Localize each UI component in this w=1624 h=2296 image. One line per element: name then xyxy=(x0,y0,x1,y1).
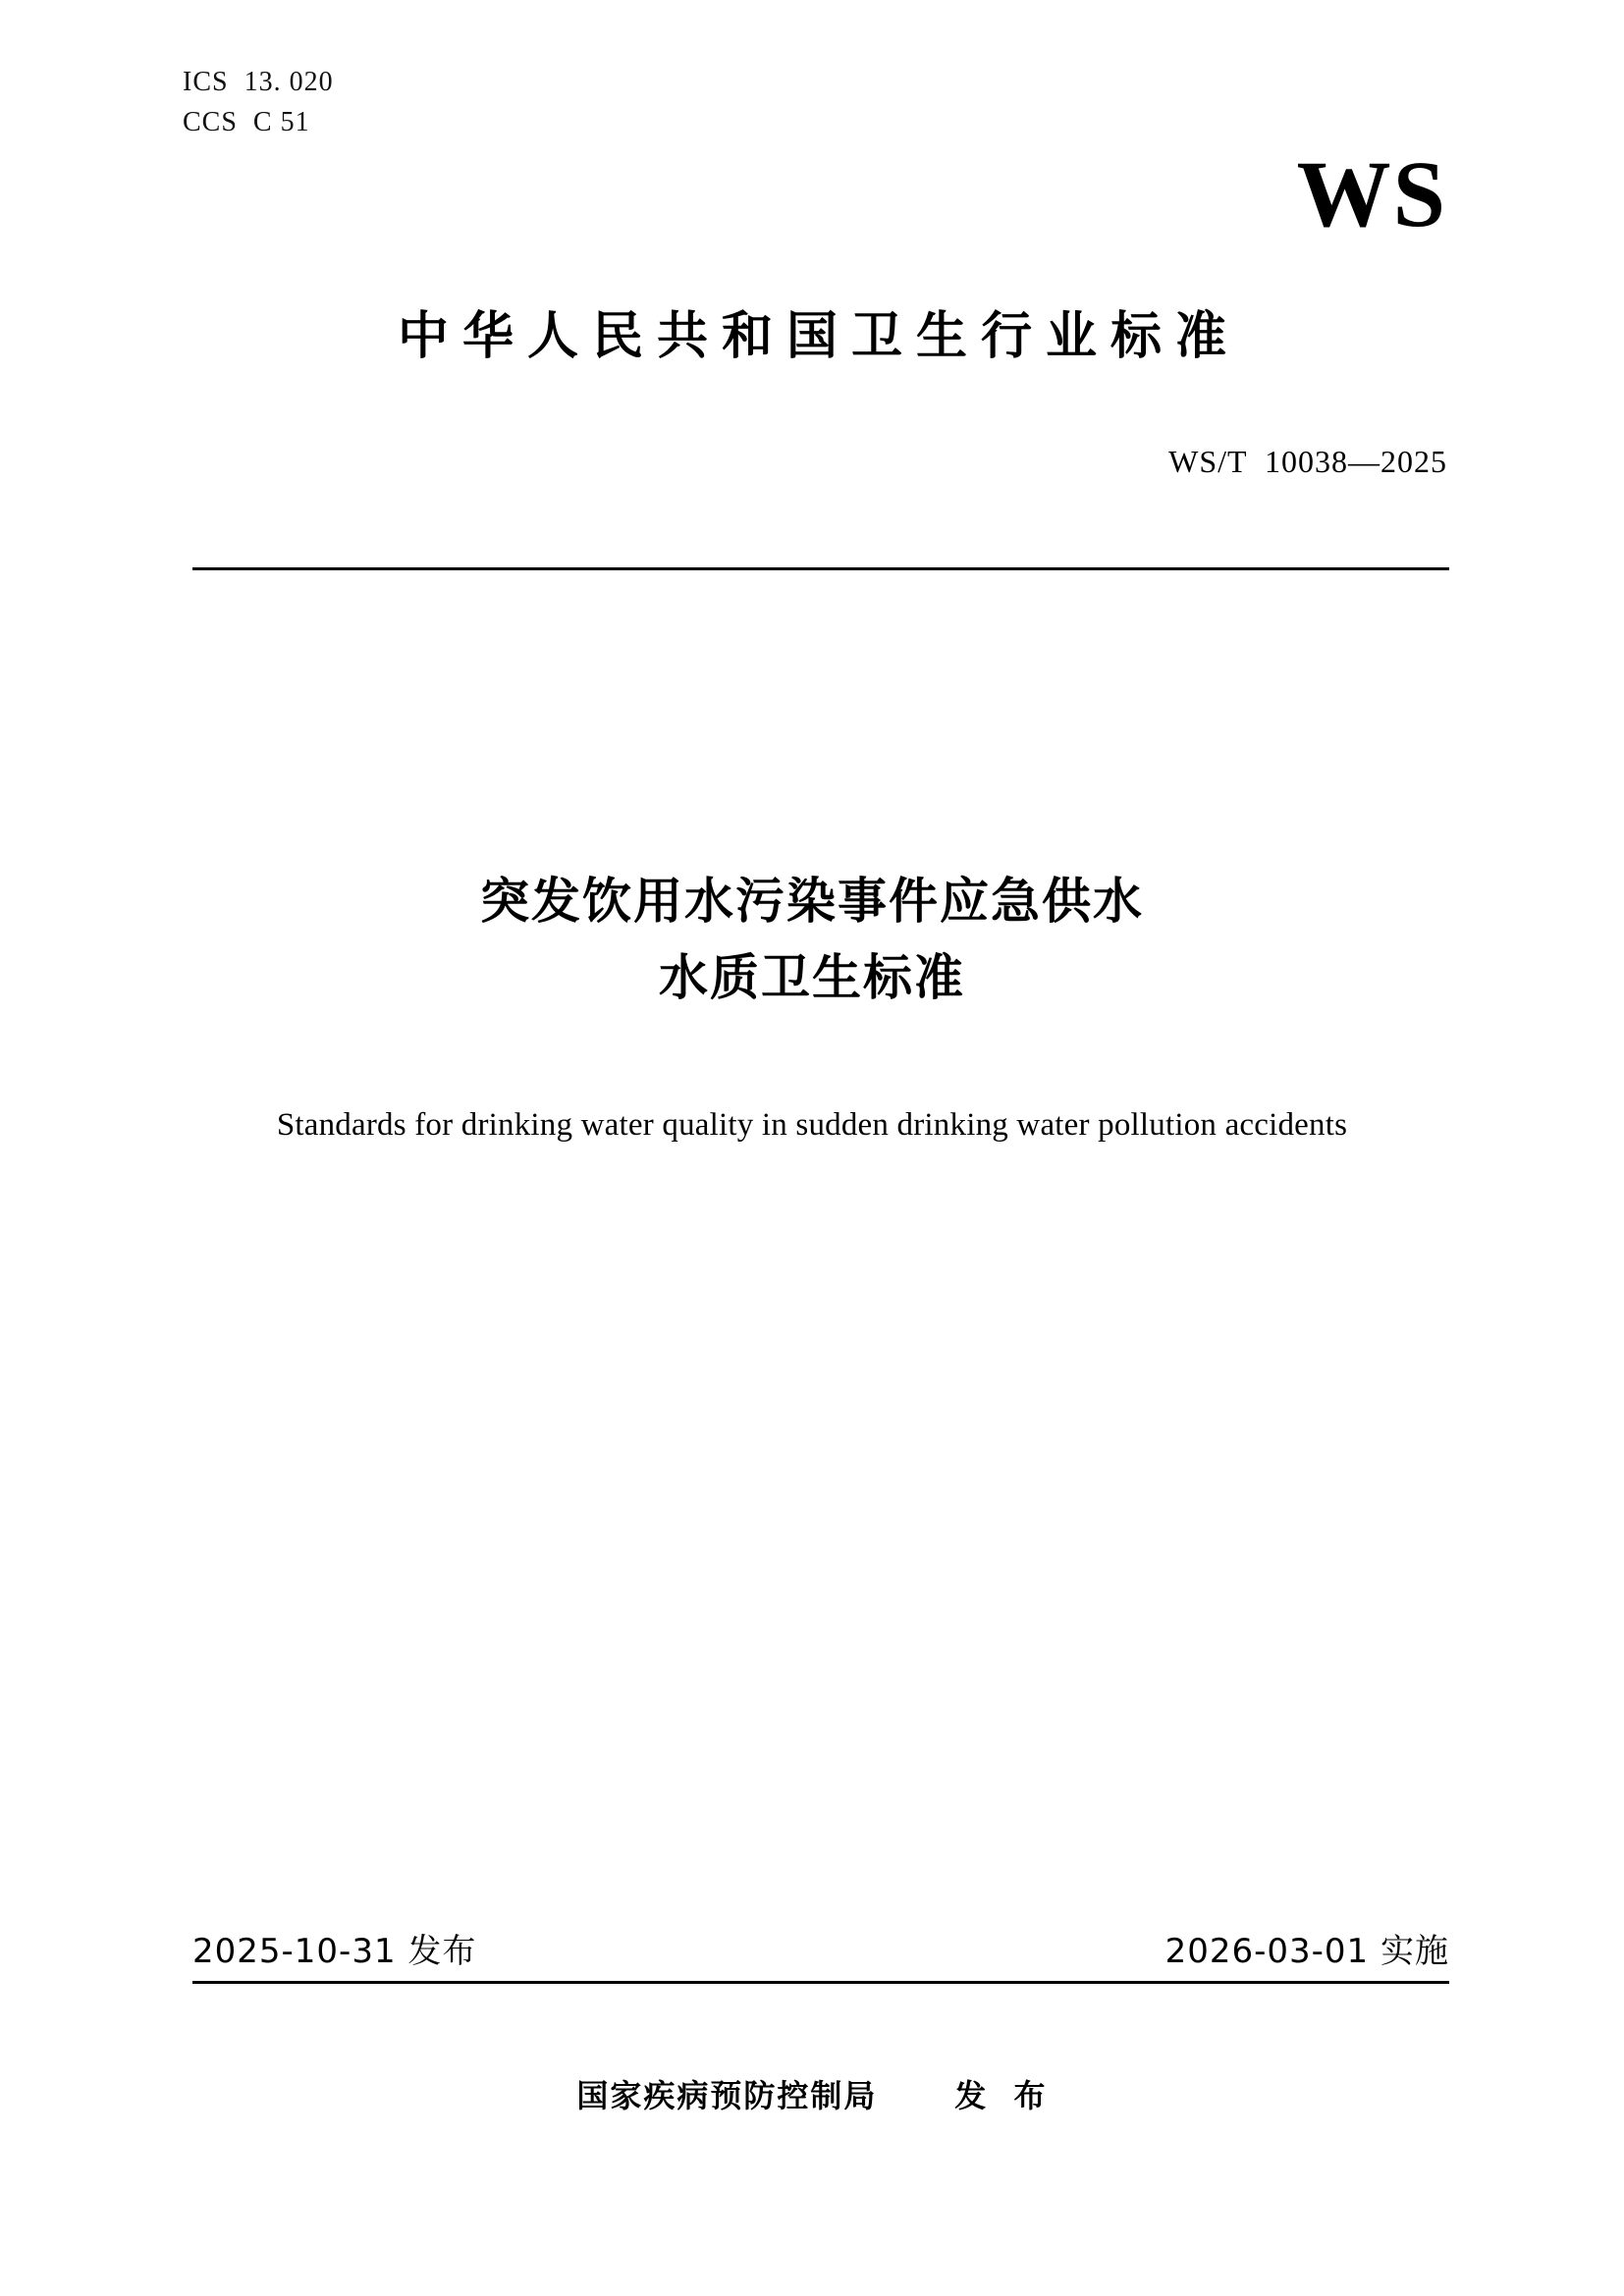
issuing-authority: 国家疾病预防控制局 发 布 xyxy=(576,2077,1048,2114)
header-divider xyxy=(192,567,1449,570)
issue-date: 2025-10-31 发布 xyxy=(192,1932,477,1971)
document-title-cn xyxy=(0,864,1624,1016)
classification-codes xyxy=(183,63,334,142)
ws-logo: WS xyxy=(1296,141,1447,246)
standard-number: WS/T 10038—2025 xyxy=(1168,444,1447,479)
ccs-code: CCS C 51 xyxy=(183,106,310,137)
document-title-en: Standards for drinking water quality in sudden drinking water pollution accidents xyxy=(276,1107,1348,1143)
implementation-date: 2026-03-01 实施 xyxy=(1164,1932,1449,1971)
national-standard-title: 中华人民共和国卫生行业标准 xyxy=(397,307,1240,366)
footer-divider xyxy=(192,1981,1449,1984)
footer-dates xyxy=(192,1924,1449,1972)
document-title-cn-line2: 水质卫生标准 xyxy=(659,948,965,1006)
document-title-cn-line1: 突发饮用水污染事件应急供水 xyxy=(480,873,1144,930)
ics-code: ICS 13. 020 xyxy=(183,67,334,97)
